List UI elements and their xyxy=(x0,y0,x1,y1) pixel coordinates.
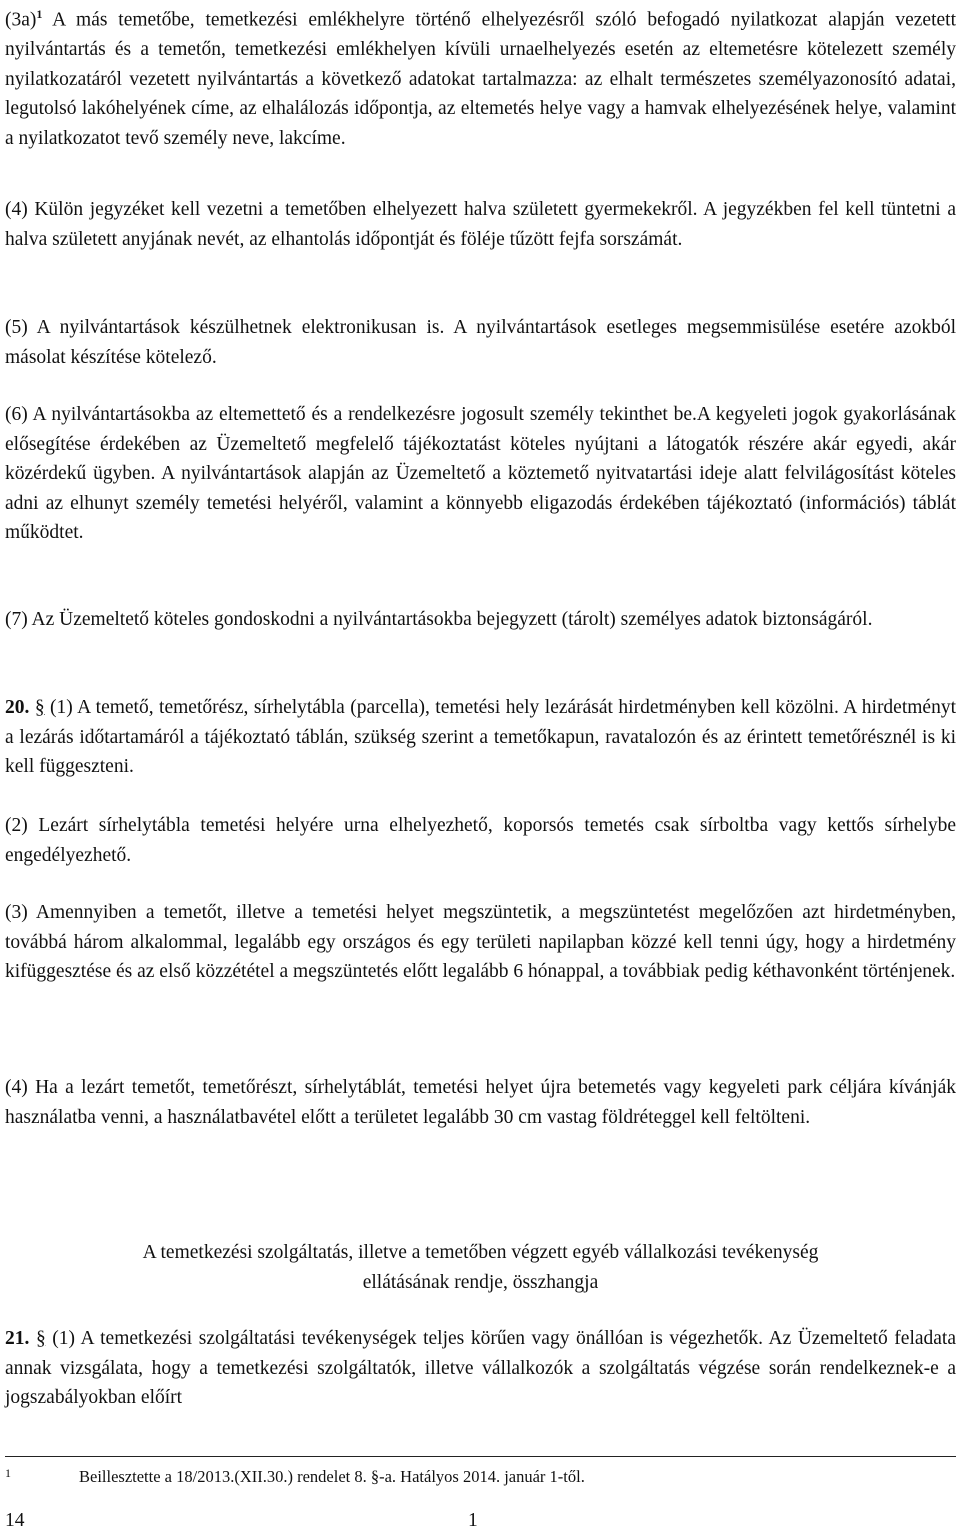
paragraph-5 xyxy=(5,313,956,372)
section-number: 21. xyxy=(5,1328,30,1349)
paragraph-text: (4) Ha a lezárt temetőt, temetőrészt, sírhelytáblát, temetési helyet újra betemetés vagy kegyeleti park céljára kívánják használatba venni, a használatbavétel előtt a területet legalább 30 cm vastag földréteggel kell feltölteni. xyxy=(5,1077,956,1128)
section-20-paragraph-4 xyxy=(5,1073,956,1132)
footnote-separator xyxy=(5,1456,956,1457)
paragraph-text: A más temetőbe, temetkezési emlékhelyre történő elhelyezésről szóló befogadó nyilatkozat alapján vezetett nyilvántartás és a temetőn, temetkezési emlékhelyen kívüli urnaelhelyezés esetén az eltemetésre kötelezett személy nyilatkozatáról vezetett nyilvántartás a következő adatokat tartalmazza: az elhalt természetes személyazonosító adatai, legutolsó lakóhelyének címe, az elhalálozás időpontja, az eltemetés helye vagy a hamvak elhelyezésének helye, valamint a nyilatkozatot tevő személy neve, lakcíme. xyxy=(5,9,956,149)
footnote-reference[interactable]: 1 xyxy=(36,7,43,21)
footnote-number: 1 xyxy=(5,1466,11,1480)
paragraph-3a xyxy=(5,0,956,153)
section-number: 20. xyxy=(5,697,30,718)
section-sign-link[interactable]: § xyxy=(35,1328,46,1349)
paragraph-6 xyxy=(5,400,956,548)
page-number-center: 1 xyxy=(468,1510,478,1531)
footnote xyxy=(5,1466,585,1488)
paragraph-text: (2) Lezárt sírhelytábla temetési helyére urna elhelyezhető, koporsós temetés csak sírboltba vagy kettős sírhelybe engedélyezhető. xyxy=(5,815,956,866)
paragraph-text: (3) Amennyiben a temetőt, illetve a temetési helyet megszüntetik, a megszüntetést megelőzően azt hirdetményben, továbbá három alkalommal, legalább egy országos és egy területi napilapban közzé kell tenni úgy, hogy a hirdetmény kifüggesztése és az első közzététel a megszüntetés előtt legalább 6 hónappal, a továbbiak pedig kéthavonként történjenek. xyxy=(5,902,956,982)
heading-line: ellátásának rendje, összhangja xyxy=(362,1272,599,1293)
section-21-paragraph-1 xyxy=(5,1324,956,1413)
footnote-text: Beillesztette a 18/2013.(XII.30.) rendelet 8. §-a. Hatályos 2014. január 1-től. xyxy=(79,1467,585,1486)
section-20-paragraph-3 xyxy=(5,898,956,987)
page-number-left: 14 xyxy=(5,1510,25,1531)
paragraph-7 xyxy=(5,605,956,635)
paragraph-text: (1) A temető, temetőrész, sírhelytábla (parcella), temetési hely lezárását hirdetményben kell közölni. A hirdetményt a lezárás időtartamáról a tájékoztató táblán, szükség szerint a temetőkapun, ravatalozón és az érintett temetőrésznél is ki kell függeszteni. xyxy=(5,697,956,777)
paragraph-number: (3a) xyxy=(5,9,37,31)
section-20-paragraph-1 xyxy=(5,693,956,782)
paragraph-text: (5) A nyilvántartások készülhetnek elektronikusan is. A nyilvántartások esetleges megsemmisülése esetére azokból másolat készítése kötelező. xyxy=(5,317,956,368)
paragraph-text: (6) A nyilvántartásokba az eltemettető és a rendelkezésre jogosult személy tekinthet be.A kegyeleti jogok gyakorlásának elősegítése érdekében az Üzemeltető megfelelő tájékoztatást köteles nyújtani a látogatók részére akár egyedi, akár közérdekű ügyben. A nyilvántartások alapján az Üzemeltető a köztemető nyitvatartási ideje alatt felvilágosítást köteles adni az elhunyt személy temetési helyéről, valamint a könnyebb eligazodás érdekében tájékoztató (információs) táblát működtet. xyxy=(5,404,956,543)
section-heading xyxy=(5,1238,956,1298)
section-20-paragraph-2 xyxy=(5,811,956,870)
section-sign-link[interactable]: § xyxy=(34,697,45,718)
paragraph-4 xyxy=(5,195,956,254)
heading-line: A temetkezési szolgáltatás, illetve a temetőben végzett egyéb vállalkozási tevékenység xyxy=(142,1242,819,1263)
paragraph-text: (1) A temetkezési szolgáltatási tevékenységek teljes körűen vagy önállóan is végezhetők. Az Üzemeltető feladata annak vizsgálata, hogy a temetkezési szolgáltatók, illetve vállalkozók a szolgáltatás végzése során rendelkeznek-e a jogszabályokban előírt xyxy=(5,1328,957,1408)
paragraph-text: (7) Az Üzemeltető köteles gondoskodni a nyilvántartásokba bejegyzett (tárolt) személyes adatok biztonságáról. xyxy=(5,609,873,630)
paragraph-text: (4) Külön jegyzéket kell vezetni a temetőben elhelyezett halva született gyermekekről. A jegyzékben fel kell tüntetni a halva született anyjának nevét, az elhantolás időpontját és föléje tűzött fejfa sorszámát. xyxy=(5,199,956,250)
